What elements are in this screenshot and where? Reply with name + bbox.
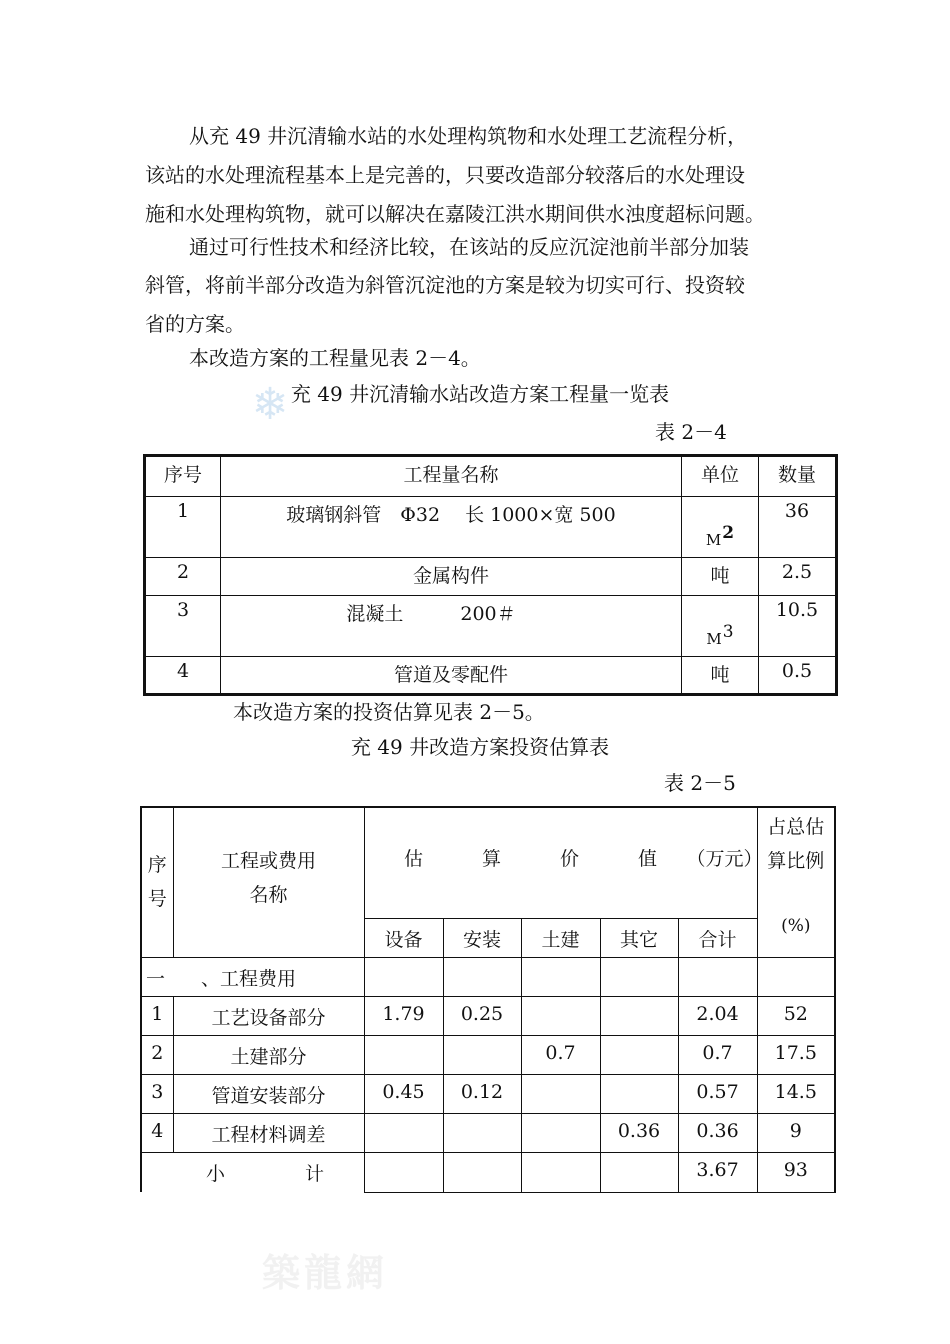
install-cost: 0.25 xyxy=(443,996,521,1035)
item-name: 管道安装部分 xyxy=(173,1074,364,1113)
paragraph-line: 省的方案。 xyxy=(145,312,245,336)
unit-cell xyxy=(682,596,759,657)
item-name: 玻璃钢斜管 Φ32 长 1000×宽 500 xyxy=(221,497,682,558)
table-header-row xyxy=(145,456,837,497)
table2-number: 表 2－5 xyxy=(664,771,736,795)
total-cost: 0.36 xyxy=(678,1113,757,1152)
empty-cell xyxy=(443,957,521,996)
paragraph-line: 通过可行性技术和经济比较，在该站的反应沉淀池前半部分加装 xyxy=(189,235,749,259)
paragraph-line: 施和水处理构筑物，就可以解决在嘉陵江洪水期间供水浊度超标问题。 xyxy=(145,202,765,226)
item-name: 工艺设备部分 xyxy=(173,996,364,1035)
header-estimate xyxy=(364,807,763,918)
empty-cell xyxy=(443,1152,521,1192)
table-row xyxy=(145,497,837,558)
unit-superscript: 2 xyxy=(722,522,735,543)
subtotal-label xyxy=(141,1152,364,1192)
row-number: 3 xyxy=(141,1074,173,1113)
row-number: 4 xyxy=(145,657,221,695)
table-row xyxy=(145,558,837,596)
row-number: 2 xyxy=(145,558,221,596)
percent-cell: 17.5 xyxy=(757,1035,835,1074)
paragraph-line: 从充 49 井沉清输水站的水处理构筑物和水处理工艺流程分析， xyxy=(189,124,748,148)
section-row xyxy=(141,957,835,996)
header-estimate-unit: （万元） xyxy=(686,848,763,870)
header-name-line: 名称 xyxy=(249,884,288,906)
subtotal-total: 3.67 xyxy=(678,1152,757,1192)
subheader-cell: 合计 xyxy=(678,918,757,957)
quantity-cell: 2.5 xyxy=(759,558,837,596)
empty-cell xyxy=(600,957,678,996)
item-name: 混凝土 200＃ xyxy=(221,596,682,657)
equipment-cost: 1.79 xyxy=(364,996,443,1035)
total-cost: 2.04 xyxy=(678,996,757,1035)
section-name: 、工程费用 xyxy=(201,967,297,990)
header-cell: 数量 xyxy=(759,456,837,497)
investment-estimate-table xyxy=(140,806,836,1193)
unit-cell: 吨 xyxy=(682,558,759,596)
other-cost xyxy=(600,1074,678,1113)
item-name: 土建部分 xyxy=(173,1035,364,1074)
subtotal-label-a: 小 xyxy=(206,1162,226,1185)
table-row xyxy=(141,1035,835,1074)
subtotal-row xyxy=(141,1152,835,1192)
empty-cell xyxy=(364,957,443,996)
header-estimate-char: 值 xyxy=(637,848,657,870)
empty-cell xyxy=(521,1152,600,1192)
empty-cell xyxy=(364,1152,443,1192)
table1-number: 表 2－4 xyxy=(655,420,727,444)
paragraph-line: 该站的水处理流程基本上是完善的，只要改造部分较落后的水处理设 xyxy=(145,163,745,187)
header-no-line: 序 xyxy=(147,854,167,877)
subheader-cell: 土建 xyxy=(521,918,600,957)
table-row xyxy=(141,1113,835,1152)
site-watermark: 築龍網 xyxy=(262,1250,389,1295)
percent-cell: 52 xyxy=(757,996,835,1035)
empty-cell xyxy=(600,1152,678,1192)
subtotal-label-b: 计 xyxy=(305,1162,325,1185)
install-cost: 0.12 xyxy=(443,1074,521,1113)
equipment-cost xyxy=(364,1035,443,1074)
quantity-cell: 10.5 xyxy=(759,596,837,657)
paragraph-line: 本改造方案的工程量见表 2－4。 xyxy=(189,346,481,370)
percent-cell: 14.5 xyxy=(757,1074,835,1113)
quantity-cell: 0.5 xyxy=(759,657,837,695)
header-estimate-char: 估 xyxy=(403,848,423,870)
civil-cost: 0.7 xyxy=(521,1035,600,1074)
unit-base: M xyxy=(705,530,722,549)
header-percent-unit: (%) xyxy=(781,916,811,936)
table-row xyxy=(145,657,837,695)
total-cost: 0.57 xyxy=(678,1074,757,1113)
unit-cell xyxy=(682,497,759,558)
unit-base: M xyxy=(706,629,722,648)
header-estimate-char: 算 xyxy=(481,848,501,870)
table-header-row xyxy=(141,807,835,918)
table-row xyxy=(141,1074,835,1113)
subheader-cell: 其它 xyxy=(600,918,678,957)
install-cost xyxy=(443,1035,521,1074)
header-percent-line: 算比例 xyxy=(767,850,825,872)
row-number: 1 xyxy=(141,996,173,1035)
equipment-cost: 0.45 xyxy=(364,1074,443,1113)
header-cell: 单位 xyxy=(682,456,759,497)
subheader-cell: 设备 xyxy=(364,918,443,957)
quantity-cell: 36 xyxy=(759,497,837,558)
unit-cell: 吨 xyxy=(682,657,759,695)
empty-cell xyxy=(678,957,757,996)
table-row xyxy=(141,996,835,1035)
quantity-table xyxy=(143,454,838,696)
equipment-cost xyxy=(364,1113,443,1152)
civil-cost xyxy=(521,996,600,1035)
section-number: 一 xyxy=(146,967,166,990)
other-cost xyxy=(600,1035,678,1074)
section-label xyxy=(141,957,364,996)
header-estimate-char: 价 xyxy=(559,848,579,870)
header-name xyxy=(173,807,364,957)
empty-cell xyxy=(757,957,835,996)
row-number: 1 xyxy=(145,497,221,558)
header-no xyxy=(141,807,173,957)
percent-cell: 9 xyxy=(757,1113,835,1152)
install-cost xyxy=(443,1113,521,1152)
header-cell: 工程量名称 xyxy=(221,456,682,497)
table2-intro: 本改造方案的投资估算见表 2－5。 xyxy=(233,700,545,724)
total-cost: 0.7 xyxy=(678,1035,757,1074)
other-cost: 0.36 xyxy=(600,1113,678,1152)
table2-title: 充 49 井改造方案投资估算表 xyxy=(350,735,610,759)
subtotal-percent: 93 xyxy=(757,1152,835,1192)
row-number: 4 xyxy=(141,1113,173,1152)
row-number: 3 xyxy=(145,596,221,657)
item-name: 金属构件 xyxy=(221,558,682,596)
header-cell: 序号 xyxy=(145,456,221,497)
item-name: 管道及零配件 xyxy=(221,657,682,695)
empty-cell xyxy=(521,957,600,996)
subheader-cell: 安装 xyxy=(443,918,521,957)
item-name: 工程材料调差 xyxy=(173,1113,364,1152)
table1-title: 充 49 井沉清输水站改造方案工程量一览表 xyxy=(290,382,670,406)
civil-cost xyxy=(521,1113,600,1152)
paragraph-line: 斜管，将前半部分改造为斜管沉淀池的方案是较为切实可行、投资较 xyxy=(145,273,745,297)
table-row xyxy=(145,596,837,657)
header-percent-line: 占总估 xyxy=(767,816,825,838)
header-percent xyxy=(757,807,835,957)
header-name-line: 工程或费用 xyxy=(220,850,316,872)
row-number: 2 xyxy=(141,1035,173,1074)
civil-cost xyxy=(521,1074,600,1113)
other-cost xyxy=(600,996,678,1035)
unit-superscript: 3 xyxy=(722,621,734,642)
header-no-line: 号 xyxy=(147,888,167,911)
snowflake-watermark-icon: ❄ xyxy=(251,379,289,430)
